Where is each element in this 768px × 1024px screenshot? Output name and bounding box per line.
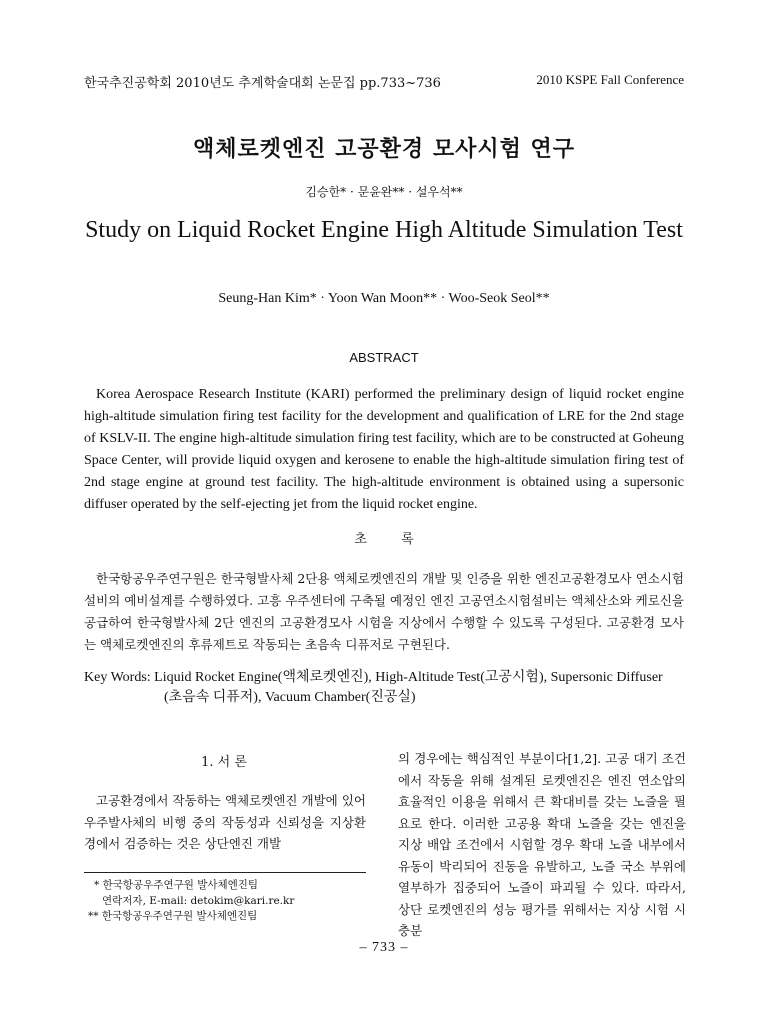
english-title: Study on Liquid Rocket Engine High Altitude Simulation Test: [85, 217, 683, 243]
footnotes: [84, 878, 366, 925]
korean-authors: 김승한* · 문윤완** · 설우석**: [305, 185, 463, 199]
keywords-line-2: (초음속 디퓨저), Vacuum Chamber(진공실): [164, 690, 416, 705]
korean-abstract-heading: 초 록: [354, 532, 414, 547]
abstract-heading: ABSTRACT: [349, 350, 419, 365]
footnote-divider: [84, 872, 366, 873]
abstract-body: Korea Aerospace Research Institute (KARI) performed the preliminary design of liquid rocket engine high-altitude simulation firing test facility for the development and qualification of LRE for the 2nd stage of KSLV-II. The engine high-altitude simulation firing test facility, which are to be constructed at Goheung Space Center, will provide liquid oxygen and kerosene to enable the high-altitude simulation firing test of 2nd stage engine at ground test facility. The high-altitude environment is obtained using a supersonic diffuser operated by the self-ejecting jet from the liquid rocket engine.: [84, 387, 684, 512]
english-authors: Seung-Han Kim* · Yoon Wan Moon** · Woo-Seok Seol**: [218, 291, 550, 306]
section-1-heading: 1. 서 론: [201, 755, 247, 770]
footnote-2: ** 한국항공우주연구원 발사체엔진팀: [88, 910, 258, 922]
footnote-1: * 한국항공우주연구원 발사체엔진팀: [94, 879, 259, 891]
running-header-right: 2010 KSPE Fall Conference: [536, 72, 684, 87]
page-number: – 733 –: [359, 940, 409, 955]
footnote-contact: 연락저자, E-mail: detokim@kari.re.kr: [102, 894, 295, 907]
left-column-body: 고공환경에서 작동하는 액체로켓엔진 개발에 있어 우주발사체의 비행 중의 작동성과 신뢰성을 지상환경에서 검증하는 것은 상단엔진 개발: [84, 793, 366, 851]
korean-title: 액체로켓엔진 고공환경 모사시험 연구: [192, 136, 575, 162]
keywords-line-1: Key Words: Liquid Rocket Engine(액체로켓엔진), High-Altitude Test(고공시험), Supersonic Diffuser: [84, 670, 663, 685]
right-column-body: 의 경우에는 핵심적인 부분이다[1,2]. 고공 대기 조건에서 작동을 위해 설계된 로켓엔진은 엔진 연소압의 효율적인 이용을 위해서 큰 확대비를 갖는 노즐을 필요로 한다. 이러한 고공용 확대 노즐을 갖는 엔진을 지상 배압 조건에서 시험할 경우 확대 노즐 내부에서 유동이 박리되어 진동을 유발하고, 노즐 국소 부위에 열부하가 집중되어 노즐이 파괴될 수 있다. 따라서, 상단 로켓엔진의 성능 평가를 위해서는 지상 시험 시 충분: [398, 751, 686, 938]
korean-abstract-body: 한국항공우주연구원은 한국형발사체 2단용 액체로켓엔진의 개발 및 인증을 위한 엔진고공환경모사 연소시험설비의 예비설계를 수행하였다. 고흥 우주센터에 구축될 예정인 엔진 고공연소시험설비는 액체산소와 케로신을 공급하여 한국형발사체 2단 엔진의 고공환경모사 시험을 지상에서 수행할 수 있도록 구성된다. 고공환경 모사는 액체로켓엔진의 후류제트로 작동되는 초음속 디퓨저로 구현된다.: [84, 571, 684, 652]
running-header-left: 한국추진공학회 2010년도 추계학술대회 논문집 pp.733~736: [84, 76, 441, 91]
keywords: [84, 668, 684, 708]
